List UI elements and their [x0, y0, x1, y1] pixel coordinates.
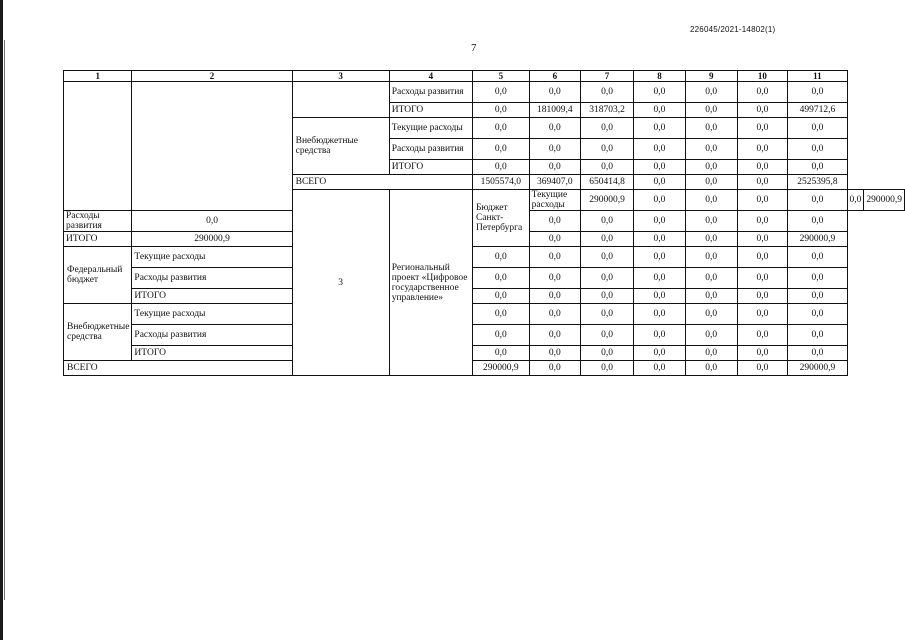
project-number: 3 [292, 190, 389, 376]
value-cell: 318703,2 [580, 103, 633, 118]
value-cell: 0,0 [685, 232, 737, 247]
value-cell: 0,0 [132, 211, 292, 232]
value-cell: 0,0 [472, 289, 529, 304]
header-cell: 2 [132, 71, 292, 82]
table-row [64, 346, 905, 361]
document-number: 226045/2021-14802(1) [690, 25, 776, 34]
value-cell: 0,0 [737, 232, 788, 247]
value-cell: 0,0 [685, 82, 737, 103]
value-cell: 0,0 [685, 304, 737, 325]
value-cell: 0,0 [529, 268, 580, 289]
header-cell: 5 [472, 71, 529, 82]
value-cell: 0,0 [788, 211, 847, 232]
value-cell: 0,0 [685, 139, 737, 160]
value-cell: 0,0 [580, 325, 633, 346]
header-cell: 7 [580, 71, 633, 82]
funding-source: Внебюджетные средства [292, 118, 389, 175]
value-cell: 0,0 [634, 346, 686, 361]
value-cell: 499712,6 [788, 103, 847, 118]
value-cell: 0,0 [580, 211, 633, 232]
value-cell: 0,0 [788, 190, 847, 211]
value-cell: 0,0 [788, 118, 847, 139]
value-cell: 0,0 [472, 247, 529, 268]
funding-source: Федеральный бюджет [64, 247, 132, 304]
value-cell: 0,0 [634, 118, 686, 139]
table-row [64, 304, 905, 325]
value-cell: 0,0 [634, 325, 686, 346]
value-cell: 0,0 [737, 361, 788, 376]
value-cell: 0,0 [788, 268, 847, 289]
value-cell: 290000,9 [788, 361, 847, 376]
value-cell: 0,0 [737, 103, 788, 118]
value-cell: 0,0 [788, 82, 847, 103]
header-cell: 1 [64, 71, 132, 82]
value-cell: 0,0 [529, 325, 580, 346]
header-cell: 6 [529, 71, 580, 82]
cell-number-empty [64, 82, 132, 211]
value-cell: 0,0 [472, 118, 529, 139]
value-cell: 0,0 [737, 325, 788, 346]
table-row [64, 361, 905, 376]
value-cell: 0,0 [529, 247, 580, 268]
value-cell: 0,0 [472, 346, 529, 361]
expense-type: Текущие расходы [389, 118, 472, 139]
value-cell: 0,0 [788, 139, 847, 160]
value-cell: 0,0 [529, 211, 580, 232]
value-cell: 0,0 [634, 304, 686, 325]
itogo-label: ИТОГО [132, 346, 292, 361]
value-cell: 0,0 [685, 160, 737, 175]
value-cell: 0,0 [685, 118, 737, 139]
value-cell: 0,0 [685, 190, 737, 211]
value-cell: 0,0 [737, 175, 788, 190]
value-cell: 0,0 [529, 304, 580, 325]
vsego-label: ВСЕГО [64, 361, 293, 376]
value-cell: 181009,4 [529, 103, 580, 118]
value-cell: 369407,0 [529, 175, 580, 190]
value-cell: 0,0 [634, 268, 686, 289]
value-cell: 0,0 [529, 346, 580, 361]
expense-type: Текущие расходы [132, 304, 292, 325]
value-cell: 0,0 [529, 160, 580, 175]
value-cell: 0,0 [788, 247, 847, 268]
table-row [64, 247, 905, 268]
value-cell: 0,0 [472, 268, 529, 289]
value-cell: 0,0 [580, 232, 633, 247]
funding-source: Внебюджетные средства [64, 304, 132, 361]
value-cell: 0,0 [685, 268, 737, 289]
value-cell: 0,0 [472, 304, 529, 325]
value-cell: 0,0 [580, 289, 633, 304]
expense-type: Расходы развития [132, 268, 292, 289]
table-row [64, 325, 905, 346]
value-cell: 0,0 [472, 139, 529, 160]
value-cell: 0,0 [580, 346, 633, 361]
value-cell: 0,0 [580, 247, 633, 268]
value-cell: 0,0 [685, 175, 737, 190]
value-cell: 0,0 [634, 82, 686, 103]
value-cell: 0,0 [788, 346, 847, 361]
budget-table [63, 70, 905, 376]
value-cell: 0,0 [737, 304, 788, 325]
table-row [64, 289, 905, 304]
value-cell: 0,0 [634, 103, 686, 118]
itogo-label: ИТОГО [389, 160, 472, 175]
value-cell: 0,0 [529, 289, 580, 304]
value-cell: 2525395,8 [788, 175, 847, 190]
funding-source: Бюджет Санкт-Петербурга [472, 190, 529, 247]
value-cell: 290000,9 [472, 361, 529, 376]
project-name: Региональный проект «Цифровое государственное управление» [389, 190, 472, 376]
value-cell: 290000,9 [132, 232, 292, 247]
value-cell: 0,0 [634, 361, 686, 376]
table-row [64, 82, 905, 103]
expense-type: Текущие расходы [132, 247, 292, 268]
value-cell: 0,0 [685, 103, 737, 118]
value-cell: 0,0 [737, 118, 788, 139]
value-cell: 650414,8 [580, 175, 633, 190]
value-cell: 0,0 [737, 139, 788, 160]
value-cell: 0,0 [472, 325, 529, 346]
value-cell: 0,0 [580, 304, 633, 325]
header-cell: 3 [292, 71, 389, 82]
expense-type: Расходы развития [132, 325, 292, 346]
value-cell: 0,0 [634, 175, 686, 190]
header-cell: 9 [685, 71, 737, 82]
value-cell: 290000,9 [864, 190, 905, 211]
value-cell: 0,0 [685, 289, 737, 304]
itogo-label: ИТОГО [132, 289, 292, 304]
header-row [64, 71, 905, 82]
value-cell: 0,0 [634, 190, 686, 211]
value-cell: 0,0 [580, 118, 633, 139]
value-cell: 0,0 [529, 118, 580, 139]
scan-edge-line [4, 40, 5, 600]
value-cell: 0,0 [634, 139, 686, 160]
value-cell: 1505574,0 [472, 175, 529, 190]
value-cell: 0,0 [788, 289, 847, 304]
scan-edge [0, 0, 3, 640]
value-cell: 0,0 [788, 160, 847, 175]
value-cell: 0,0 [580, 160, 633, 175]
value-cell: 0,0 [472, 160, 529, 175]
cell-source-empty [292, 82, 389, 118]
itogo-label: ИТОГО [389, 103, 472, 118]
value-cell: 0,0 [529, 82, 580, 103]
header-cell: 11 [788, 71, 847, 82]
value-cell: 0,0 [529, 139, 580, 160]
table-row [64, 268, 905, 289]
header-cell: 8 [634, 71, 686, 82]
page-number: 7 [471, 42, 477, 54]
value-cell: 0,0 [685, 325, 737, 346]
value-cell: 0,0 [529, 232, 580, 247]
value-cell: 0,0 [685, 361, 737, 376]
value-cell: 0,0 [634, 211, 686, 232]
value-cell: 0,0 [737, 82, 788, 103]
value-cell: 0,0 [580, 139, 633, 160]
value-cell: 0,0 [737, 268, 788, 289]
value-cell: 290000,9 [788, 232, 847, 247]
itogo-label: ИТОГО [64, 232, 132, 247]
header-cell: 4 [389, 71, 472, 82]
value-cell: 0,0 [580, 82, 633, 103]
header-cell: 10 [737, 71, 788, 82]
value-cell: 0,0 [685, 346, 737, 361]
value-cell: 0,0 [634, 232, 686, 247]
expense-type: Текущие расходы [529, 190, 580, 211]
value-cell: 0,0 [737, 289, 788, 304]
value-cell: 0,0 [685, 247, 737, 268]
expense-type: Расходы развития [389, 139, 472, 160]
value-cell: 0,0 [737, 346, 788, 361]
value-cell: 0,0 [472, 103, 529, 118]
value-cell: 0,0 [847, 190, 864, 211]
value-cell: 290000,9 [580, 190, 633, 211]
expense-type: Расходы развития [389, 82, 472, 103]
value-cell: 0,0 [737, 211, 788, 232]
value-cell: 0,0 [580, 361, 633, 376]
value-cell: 0,0 [634, 247, 686, 268]
expense-type: Расходы развития [64, 211, 132, 232]
cell-name-empty [132, 82, 292, 211]
vsego-label: ВСЕГО [292, 175, 472, 190]
value-cell: 0,0 [685, 211, 737, 232]
value-cell: 0,0 [788, 325, 847, 346]
value-cell: 0,0 [580, 268, 633, 289]
value-cell: 0,0 [634, 160, 686, 175]
value-cell: 0,0 [472, 82, 529, 103]
value-cell: 0,0 [529, 361, 580, 376]
value-cell: 0,0 [788, 304, 847, 325]
value-cell: 0,0 [737, 190, 788, 211]
value-cell: 0,0 [634, 289, 686, 304]
value-cell: 0,0 [737, 160, 788, 175]
value-cell: 0,0 [737, 247, 788, 268]
